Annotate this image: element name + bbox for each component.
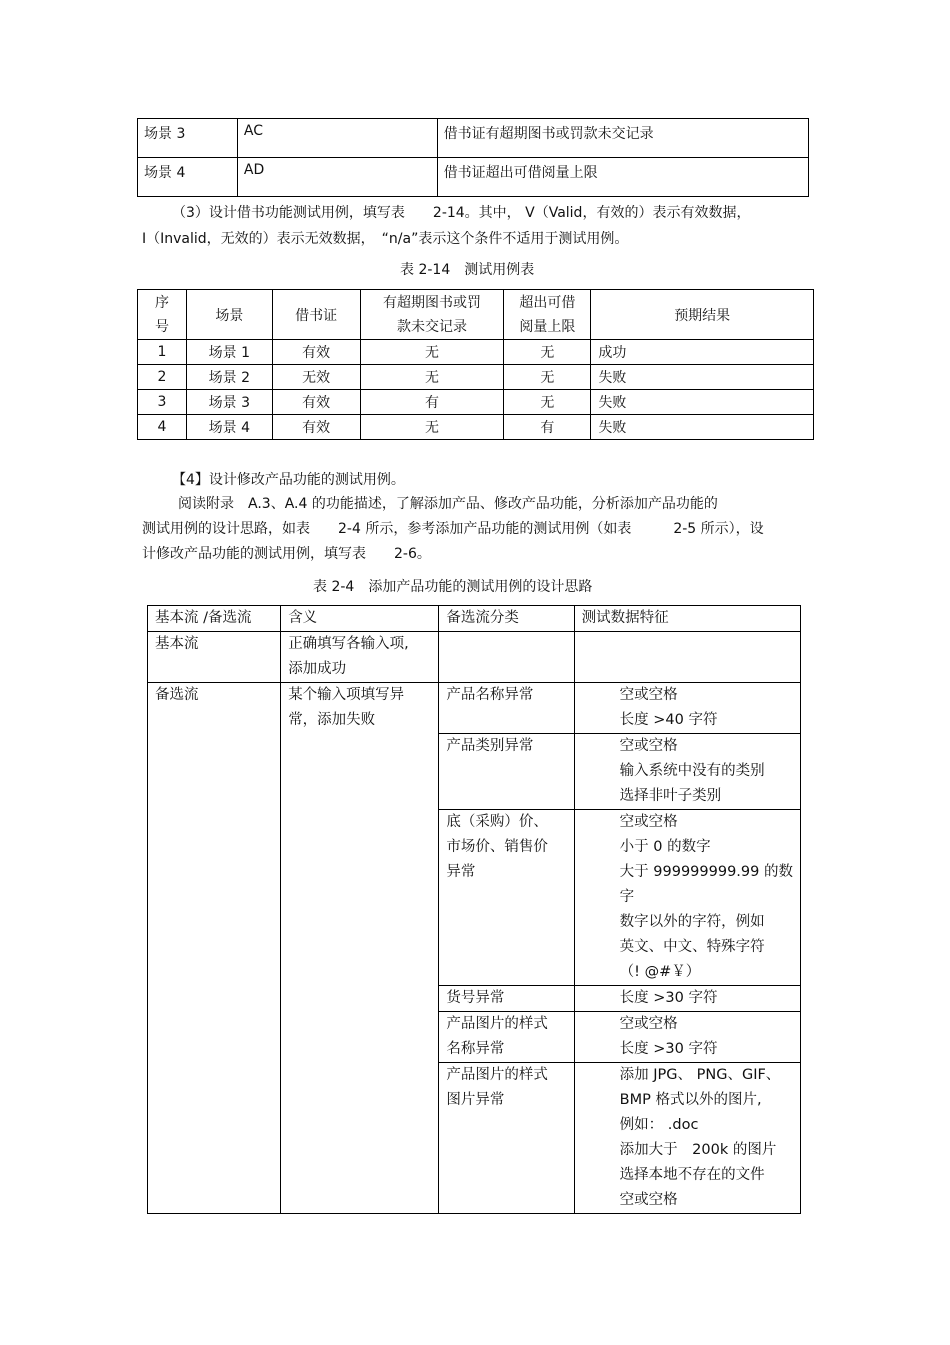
overdue-cell: 无 [360, 415, 504, 440]
table-row [138, 390, 814, 415]
limit-cell: 无 [504, 390, 591, 415]
feature-line: 输入系统中没有的类别 [619, 763, 765, 779]
table-row [138, 415, 814, 440]
overdue-cell: 无 [360, 365, 504, 390]
scenario-table [137, 118, 809, 197]
alt-meaning-cell [281, 683, 439, 1214]
scene-cell: 场景 4 [186, 415, 272, 440]
table-2-14-caption: 表 2-14 测试用例表 [400, 262, 535, 278]
category-line: 产品类别异常 [446, 738, 534, 754]
feature-line: 选择非叶子类别 [619, 788, 722, 804]
overdue-cell: 无 [360, 340, 504, 365]
table-row [138, 158, 809, 197]
result-cell: 失败 [591, 365, 814, 390]
feature-line: （! @#￥） [619, 964, 701, 980]
empty-cell [574, 632, 800, 683]
category-cell [439, 734, 574, 810]
limit-header [504, 290, 591, 340]
seq-cell: 1 [138, 340, 187, 365]
overdue-cell: 有 [360, 390, 504, 415]
basic-flow-row [148, 632, 801, 683]
category-cell [439, 810, 574, 986]
header-text: 有超期图书或罚 [383, 294, 482, 311]
category-line: 产品图片的样式 [446, 1016, 548, 1032]
limit-cell: 有 [504, 415, 591, 440]
basic-meaning-cell [281, 632, 439, 683]
table-row [138, 119, 809, 158]
header-text: 款未交记录 [397, 318, 468, 335]
desc-cell: 借书证超出可借阅量上限 [437, 158, 808, 197]
limit-cell: 无 [504, 340, 591, 365]
scene-cell: 场景 1 [186, 340, 272, 365]
header-text: 序 [154, 294, 169, 311]
limit-cell: 无 [504, 365, 591, 390]
category-cell [439, 1012, 574, 1063]
feature-line: 添加大于 200k 的图片 [619, 1142, 777, 1158]
card-cell: 有效 [272, 415, 360, 440]
result-header: 预期结果 [591, 290, 814, 340]
meaning-line: 添加成功 [288, 661, 347, 677]
design-idea-table [147, 605, 801, 1214]
feature-line: 英文、中文、特殊字符 [619, 939, 765, 955]
category-cell [439, 1063, 574, 1214]
result-cell: 失败 [591, 415, 814, 440]
overdue-header [360, 290, 504, 340]
card-cell: 有效 [272, 340, 360, 365]
result-cell: 成功 [591, 340, 814, 365]
table-2-4-caption: 表 2-4 添加产品功能的测试用例的设计思路 [313, 579, 593, 595]
seq-cell: 4 [138, 415, 187, 440]
feature-cell [574, 1063, 800, 1214]
feature-line: 长度 >30 字符 [619, 990, 718, 1006]
feature-line: 长度 >40 字符 [619, 712, 718, 728]
meaning-header: 含义 [281, 606, 439, 632]
feature-line: 空或空格 [619, 687, 678, 703]
header-text: 阅量上限 [519, 318, 576, 335]
feature-line: 例如： .doc [619, 1117, 699, 1133]
code-cell: AD [237, 158, 437, 197]
alt-row [148, 683, 801, 734]
category-line: 货号异常 [446, 990, 505, 1006]
header-text: 号 [154, 318, 169, 335]
feature-cell [574, 810, 800, 986]
section4-line3: 计修改产品功能的测试用例，填写表 2-6。 [142, 546, 431, 562]
feature-cell [574, 734, 800, 810]
feature-cell [574, 683, 800, 734]
feature-line: 空或空格 [619, 1192, 678, 1208]
meaning-line: 正确填写各输入项, [288, 636, 409, 652]
category-line: 产品图片的样式 [446, 1067, 548, 1083]
scene-cell: 场景 3 [186, 390, 272, 415]
feature-line: 小于 0 的数字 [619, 839, 711, 855]
section4-line1: 阅读附录 A.3、A.4 的功能描述，了解添加产品、修改产品功能，分析添加产品功能的 [178, 496, 718, 512]
scene-header: 场景 [186, 290, 272, 340]
feature-cell [574, 1012, 800, 1063]
seq-cell: 2 [138, 365, 187, 390]
category-line: 市场价、销售价 [446, 839, 548, 855]
feature-line: 选择本地不存在的文件 [619, 1167, 765, 1183]
category-line: 图片异常 [446, 1092, 505, 1108]
feature-line: 长度 >30 字符 [619, 1041, 718, 1057]
flow-header: 基本流 /备选流 [148, 606, 281, 632]
para3-line2: I（Invalid，无效的）表示无效数据， “n/a”表示这个条件不适用于测试用例。 [142, 231, 629, 247]
category-line: 异常 [446, 864, 476, 880]
table-row [138, 340, 814, 365]
feature-line: 数字以外的字符，例如 [619, 914, 765, 930]
test-case-table [137, 289, 814, 440]
feature-line: 空或空格 [619, 814, 678, 830]
category-cell [439, 986, 574, 1012]
feature-line: 字 [619, 889, 635, 905]
card-cell: 有效 [272, 390, 360, 415]
scene-cell: 场景 3 [138, 119, 238, 158]
card-header: 借书证 [272, 290, 360, 340]
alt-flow-cell: 备选流 [148, 683, 281, 1214]
card-cell: 无效 [272, 365, 360, 390]
category-cell [439, 683, 574, 734]
category-line: 底（采购）价、 [446, 814, 548, 830]
feature-line: 空或空格 [619, 1016, 678, 1032]
feature-line: 添加 JPG、 PNG、GIF、 [619, 1067, 781, 1083]
section4-heading: 【4】设计修改产品功能的测试用例。 [172, 472, 405, 488]
empty-cell [439, 632, 574, 683]
meaning-line: 常，添加失败 [288, 712, 376, 728]
header-row [138, 290, 814, 340]
seq-cell: 3 [138, 390, 187, 415]
feature-header: 测试数据特征 [574, 606, 800, 632]
desc-cell: 借书证有超期图书或罚款未交记录 [437, 119, 808, 158]
scene-cell: 场景 2 [186, 365, 272, 390]
category-line: 产品名称异常 [446, 687, 534, 703]
basic-flow-cell: 基本流 [148, 632, 281, 683]
category-header: 备选流分类 [439, 606, 574, 632]
seq-header [138, 290, 187, 340]
scene-cell: 场景 4 [138, 158, 238, 197]
feature-cell [574, 986, 800, 1012]
feature-line: BMP 格式以外的图片, [619, 1092, 762, 1108]
code-cell: AC [237, 119, 437, 158]
feature-line: 大于 999999999.99 的数 [619, 864, 793, 880]
feature-line: 空或空格 [619, 738, 678, 754]
header-text: 超出可借 [519, 294, 576, 311]
category-line: 名称异常 [446, 1041, 505, 1057]
section4-line2: 测试用例的设计思路，如表 2-4 所示，参考添加产品功能的测试用例（如表 2-5 所示），设 [142, 521, 764, 537]
header-row [148, 606, 801, 632]
meaning-line: 某个输入项填写异 [288, 687, 405, 703]
result-cell: 失败 [591, 390, 814, 415]
para3-line1: （3）设计借书功能测试用例，填写表 2-14。其中， V（Valid，有效的）表示有效数据， [172, 205, 751, 221]
table-row [138, 365, 814, 390]
